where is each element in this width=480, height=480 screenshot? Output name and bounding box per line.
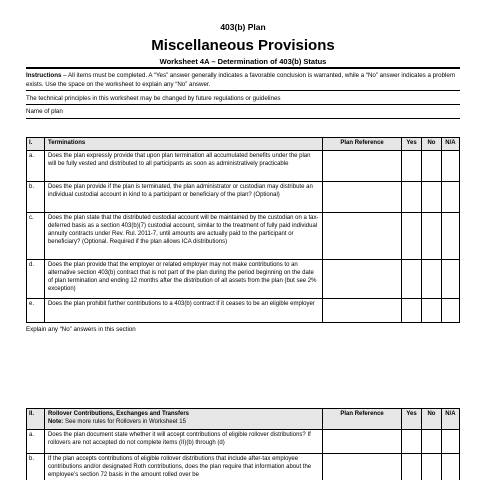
table-row [27,150,460,181]
yes-cell[interactable] [402,181,422,212]
page-title: Miscellaneous Provisions [151,37,335,54]
item-letter: b. [27,181,45,212]
divider [26,104,460,105]
terminations-table [26,137,460,323]
item-question: Does the plan state that the distributed custodial account will be maintained by the custodian on a tax-deferred basis as a section 403(b)(7) custodial account, similar to the treatment of fully paid individual annuity contracts under Rev. Rul. 2011-7, until amounts are actually paid to the participant or beneficiary? (Optional. Required if the plan allows ICA distributions) [44,212,322,259]
explanation-area[interactable] [26,336,460,406]
section-heading [44,409,322,430]
yes-cell[interactable] [402,259,422,298]
table-row [27,453,460,480]
col-na: N/A [441,138,459,151]
table-header-row [27,138,460,151]
explain-no-answers-label: Explain any “No” answers in this section [26,326,136,333]
technical-note: The technical principles in this worksheet may be changed by future regulations or guidelines [26,95,281,102]
table-row [27,429,460,453]
table-row [27,298,460,322]
instructions-paragraph [26,72,460,89]
section-note [48,419,319,427]
table-row [27,181,460,212]
table-row [27,212,460,259]
section-title: Terminations [44,138,322,151]
col-no: No [421,409,441,430]
item-letter: a. [27,150,45,181]
na-cell[interactable] [441,259,459,298]
plan-reference-cell[interactable] [323,150,402,181]
yes-cell[interactable] [402,429,422,453]
section-title: Rollover Contributions, Exchanges and Transfers [47,411,189,417]
no-cell[interactable] [421,259,441,298]
no-cell[interactable] [421,181,441,212]
no-cell[interactable] [421,429,441,453]
section-number: II. [27,409,45,430]
na-cell[interactable] [441,212,459,259]
na-cell[interactable] [441,181,459,212]
no-cell[interactable] [421,298,441,322]
col-yes: Yes [402,409,422,430]
item-question: Does the plan provide that the employer or related employer may not make contributions to an alternative section 403(b) contract that is not part of the plan during the period beginning on the date of plan termination and ending 12 months after the distribution of all assets from the plan (but see 2% exception) [44,259,322,298]
yes-cell[interactable] [402,212,422,259]
divider [26,90,460,91]
col-plan-reference: Plan Reference [323,138,402,151]
item-letter: b. [27,453,45,480]
na-cell[interactable] [441,453,459,480]
instructions-label: Instructions [26,72,62,79]
rollover-table [26,408,460,480]
yes-cell[interactable] [402,453,422,480]
col-plan-reference: Plan Reference [323,409,402,430]
item-letter: a. [27,429,45,453]
table-row [27,259,460,298]
item-question: Does the plan document state whether it will accept contributions of eligible rollover distributions? If rollovers are not accepted do not complete items (II)(b) through (d) [44,429,322,453]
col-yes: Yes [402,138,422,151]
note-label: Note: [47,418,64,425]
no-cell[interactable] [421,150,441,181]
col-no: No [421,138,441,151]
plan-reference-cell[interactable] [323,429,402,453]
worksheet-page [26,0,460,480]
note-text: See more rules for Rollovers in Worksheet 15 [63,418,186,425]
section-number: I. [27,138,45,151]
col-na: N/A [441,409,459,430]
item-question: Does the plan provide if the plan is terminated, the plan administrator or custodian may distribute an individual custodial account in kind to a participant or beneficiary of the plan? (Optional) [44,181,322,212]
yes-cell[interactable] [402,298,422,322]
instructions-text: – All items must be completed. A “Yes” answer generally indicates a favorable conclusion is warranted, while a “No” answer indicates a problem exists. Use the space on the worksheet to explain any “No” answer. [26,72,455,88]
item-letter: c. [27,212,45,259]
plan-reference-cell[interactable] [323,453,402,480]
plan-type-heading: 403(b) Plan [220,22,266,32]
na-cell[interactable] [441,429,459,453]
no-cell[interactable] [421,453,441,480]
item-letter: d. [27,259,45,298]
item-question: Does the plan prohibit further contributions to a 403(b) contract if it ceases to be an eligible employer [44,298,322,322]
na-cell[interactable] [441,298,459,322]
item-question: Does the plan expressly provide that upon plan termination all accumulated benefits under the plan will be fully vested and distributed to all participants as soon as administratively practicable [44,150,322,181]
divider [26,118,460,119]
na-cell[interactable] [441,150,459,181]
plan-reference-cell[interactable] [323,181,402,212]
no-cell[interactable] [421,212,441,259]
plan-reference-cell[interactable] [323,259,402,298]
plan-reference-cell[interactable] [323,212,402,259]
worksheet-subtitle: Worksheet 4A – Determination of 403(b) Status [159,57,327,66]
name-of-plan-label: Name of plan [26,108,63,115]
plan-reference-cell[interactable] [323,298,402,322]
yes-cell[interactable] [402,150,422,181]
item-letter: e. [27,298,45,322]
table-header-row [27,409,460,430]
title-divider [26,67,460,69]
item-question: If the plan accepts contributions of eligible rollover distributions that include after-tax employee contributions and/or designated Roth contributions, does the plan require that information about the employee’s section 72 basis in the amount rolled over be [44,453,322,480]
